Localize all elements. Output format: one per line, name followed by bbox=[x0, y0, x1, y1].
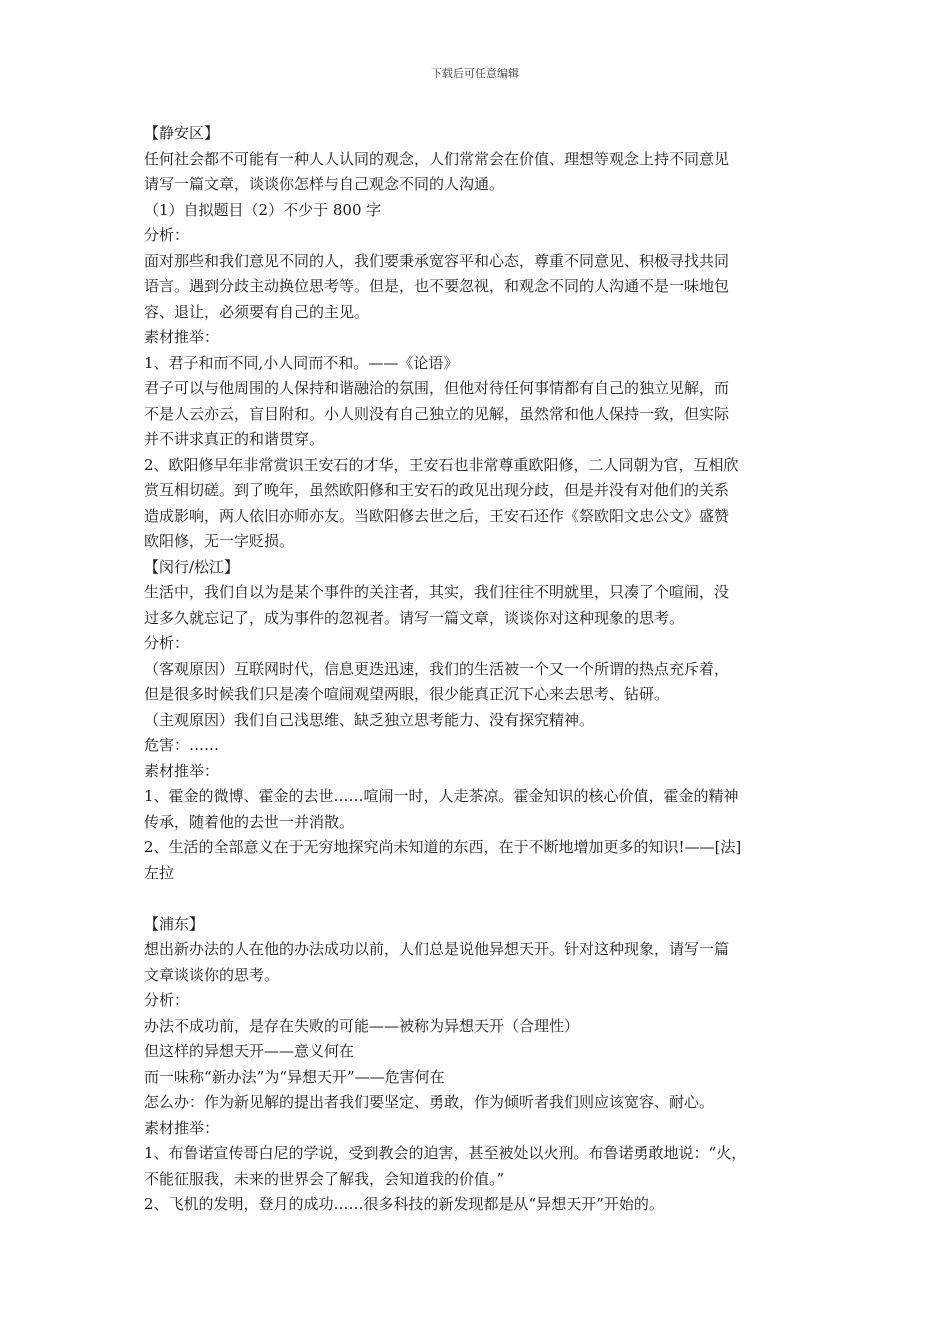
text-line: 欧阳修，无一字贬损。 bbox=[144, 532, 295, 550]
text-line: 赏互相切磋。到了晚年，虽然欧阳修和王安石的政见出现分歧，但是并没有对他们的关系 bbox=[144, 481, 730, 499]
text-line: 任何社会都不可能有一种人人认同的观念，人们常常会在价值、理想等观念上持不同意见 bbox=[144, 149, 730, 168]
text-line: （主观原因）我们自己浅思维、缺乏独立思考能力、没有探究精神。 bbox=[144, 710, 595, 729]
text-line: 君子可以与他周围的人保持和谐融洽的氛围，但他对待任何事情都有自己的独立见解，而 bbox=[144, 379, 730, 397]
text-line: 办法不成功前，是存在失败的可能——被称为异想天开（合理性） bbox=[144, 1016, 580, 1035]
text-line: 2、飞机的发明，登月的成功……很多科技的新发现都是从“异想天开”开始的。 bbox=[144, 1195, 664, 1213]
text-line: （1）自拟题目（2）不少于 800 字 bbox=[144, 200, 382, 219]
text-line: 文章谈谈你的思考。 bbox=[144, 965, 280, 984]
text-line: 面对那些和我们意见不同的人，我们要秉承宽容平和心态，尊重不同意见、积极寻找共同 bbox=[144, 251, 730, 270]
text-line: 容、退让，必须要有自己的主见。 bbox=[144, 302, 370, 321]
text-line: 1、君子和而不同,小人同而不和。——《论语》 bbox=[144, 353, 459, 372]
text-line: 想出新办法的人在他的办法成功以前，人们总是说他异想天开。针对这种现象，请写一篇 bbox=[144, 940, 730, 958]
text-line: 不是人云亦云，盲目附和。小人则没有自己独立的见解，虽然常和他人保持一致，但实际 bbox=[144, 404, 730, 423]
text-line: 【浦东】 bbox=[144, 914, 205, 933]
text-line: 2、欧阳修早年非常赏识王安石的才华，王安石也非常尊重欧阳修，二人同朝为官，互相欣 bbox=[144, 455, 739, 474]
text-line: 怎么办：作为新见解的提出者我们要坚定、勇敢，作为倾听者我们则应该宽容、耐心。 bbox=[144, 1093, 715, 1111]
text-line: 造成影响，两人依旧亦师亦友。当欧阳修去世之后，王安石还作《祭欧阳文忠公文》盛赞 bbox=[144, 506, 730, 525]
text-line: 分析： bbox=[144, 991, 190, 1009]
page-header: 下载后可任意编辑 bbox=[431, 67, 519, 80]
text-line: 并不讲求真正的和谐贯穿。 bbox=[144, 430, 325, 448]
text-line: 左拉 bbox=[144, 863, 175, 882]
text-line: 素材推举： bbox=[144, 1118, 220, 1137]
text-line: 而一味称“新办法”为“异想天开”——危害何在 bbox=[144, 1067, 445, 1086]
text-line: 分析： bbox=[144, 226, 190, 244]
text-line: 请写一篇文章，谈谈你怎样与自己观念不同的人沟通。 bbox=[144, 175, 505, 193]
text-line: 【静安区】 bbox=[144, 124, 220, 142]
text-line: 传承，随着他的去世一并消散。 bbox=[144, 812, 355, 831]
blank-line bbox=[144, 886, 814, 912]
text-line: 危害：…… bbox=[144, 736, 220, 754]
text-line: 过多久就忘记了，成为事件的忽视者。请写一篇文章，谈谈你对这种现象的思考。 bbox=[144, 608, 685, 627]
text-line: 但这样的异想天开——意义何在 bbox=[144, 1042, 355, 1060]
text-line: 素材推举： bbox=[144, 328, 220, 346]
text-line: 生活中，我们自以为是某个事件的关注者，其实，我们往往不明就里，只凑了个喧闹，没 bbox=[144, 583, 730, 601]
text-line: 素材推举： bbox=[144, 761, 220, 780]
text-line: 语言。遇到分歧主动换位思考等。但是，也不要忽视，和观念不同的人沟通不是一味地包 bbox=[144, 277, 730, 295]
text-line: 不能征服我，未来的世界会了解我，会知道我的价值。” bbox=[144, 1169, 505, 1188]
text-line: 分析： bbox=[144, 634, 190, 652]
text-line: 【闵行/松江】 bbox=[144, 557, 240, 576]
text-line: 2、生活的全部意义在于无穷地探究尚未知道的东西，在于不断地增加更多的知识!——[法] bbox=[144, 838, 742, 856]
text-line: 1、霍金的微博、霍金的去世……喧闹一时，人走茶凉。霍金知识的核心价值，霍金的精神 bbox=[144, 787, 739, 805]
text-line: 但是很多时候我们只是凑个喧闹观望两眼，很少能真正沉下心来去思考、钻研。 bbox=[144, 685, 670, 703]
text-line: （客观原因）互联网时代，信息更迭迅速，我们的生活被一个又一个所谓的热点充斥着， bbox=[144, 659, 730, 678]
document-body bbox=[144, 121, 814, 1218]
text-line: 1、布鲁诺宣传哥白尼的学说，受到教会的迫害，甚至被处以火刑。布鲁诺勇敢地说：“火， bbox=[144, 1144, 747, 1162]
